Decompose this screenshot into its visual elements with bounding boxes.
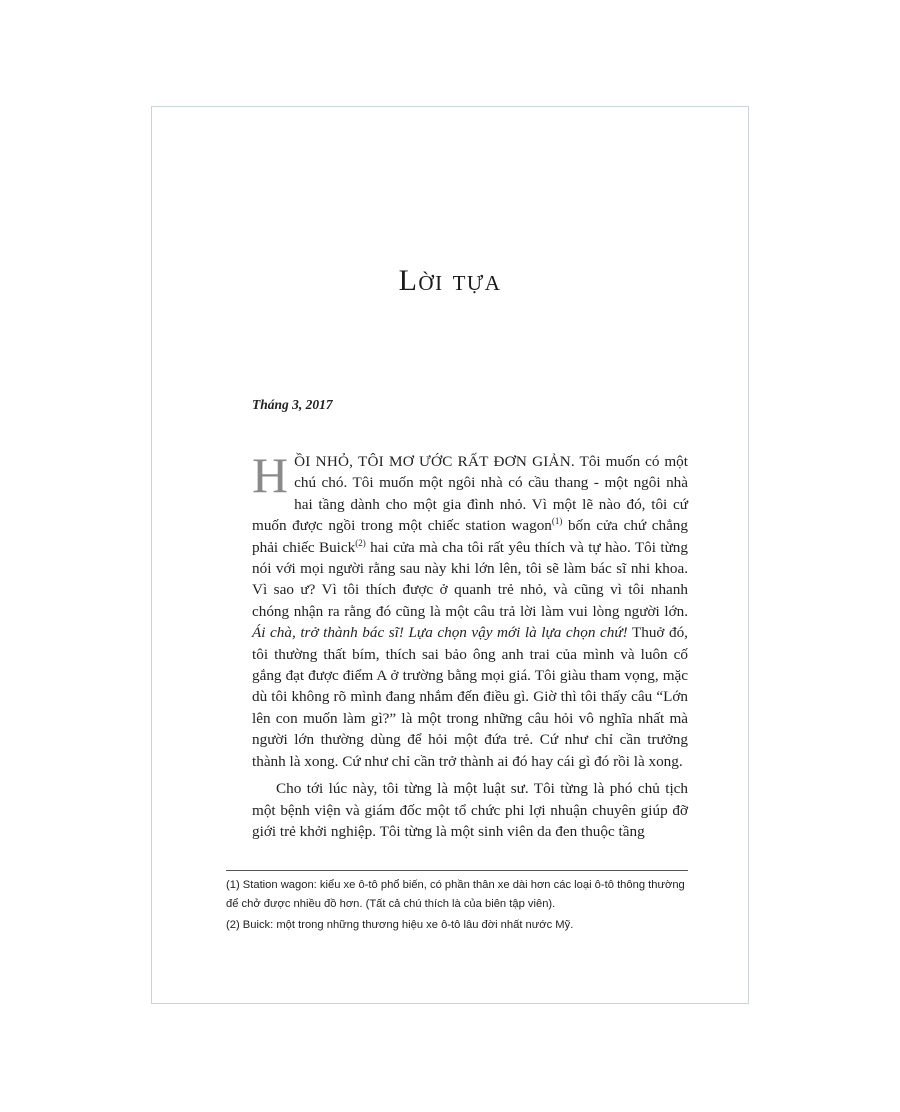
lead-in: ỒI NHỎ, TÔI MƠ ƯỚC RẤT ĐƠN GIẢN. <box>294 453 575 470</box>
footnote-ref-2: (2) <box>355 537 366 548</box>
paragraph-1-text-a: Tôi muốn có một chú chó. Tôi muốn một ngôi nhà có cầu thang - một ngôi nhà hai tầng dành cho một gia đình nhỏ. Vì một lẽ nào đó, tôi cứ muốn được ngồi trong một chiếc station wagon <box>252 453 688 535</box>
italic-quote: Ái chà, trở thành bác sĩ! Lựa chọn vậy mới là lựa chọn chứ! <box>252 624 628 642</box>
paragraph-1-text-b: bốn cửa chứ chẳng phải chiếc Buick <box>252 517 688 556</box>
paragraph-1-text-c: hai cửa mà cha tôi rất yêu thích và tự hào. Tôi từng nói với mọi người rằng sau này khi lớn lên, tôi sẽ làm bác sĩ nhi khoa. Vì sao ư? Vì tôi thích được ở quanh trẻ nhỏ, và cũng vì tôi nhanh chóng nhận ra rằng đó cũng là một câu trả lời làm vui lòng người lớn. <box>252 538 688 620</box>
footnote-ref-1: (1) <box>551 516 563 527</box>
footnote-2: (2) Buick: một trong những thương hiệu xe ô-tô lâu đời nhất nước Mỹ. <box>226 919 574 931</box>
footnotes <box>226 876 688 937</box>
body-text <box>252 447 688 842</box>
paragraph-1-text-d: Thuở đó, tôi thường thất bím, thích sai bảo ông anh trai của mình và luôn cố gắng đạt được điểm A ở trường bằng mọi giá. Tôi giàu tham vọng, mặc dù tôi không rõ mình đang nhắm đến điều gì. Giờ thì tôi thấy câu “Lớn lên con muốn làm gì?” là một trong những câu hỏi vô nghĩa nhất mà người lớn thường dùng để hỏi một đứa trẻ. Cứ như chỉ cần trưởng thành là xong. Cứ như chỉ cần trở thành ai đó hay cái gì đó rồi là xong. <box>252 624 688 770</box>
dateline: Tháng 3, 2017 <box>252 397 333 412</box>
paragraph-2: Cho tới lúc này, tôi từng là một luật sư. Tôi từng là phó chủ tịch một bệnh viện và giám đốc một tổ chức phi lợi nhuận chuyên giúp đỡ giới trẻ khởi nghiệp. Tôi từng là một sinh viên da đen thuộc tầng <box>252 780 688 840</box>
footnote-1: (1) Station wagon: kiểu xe ô-tô phổ biến, có phần thân xe dài hơn các loại ô-tô thông thường để chở được nhiều đồ hơn. (Tất cả chú thích là của biên tập viên). <box>226 879 685 910</box>
paragraph-1 <box>252 447 688 772</box>
chapter-title: Lời tựa <box>398 264 502 297</box>
drop-cap: H <box>252 447 289 503</box>
footnote-divider <box>226 870 688 871</box>
